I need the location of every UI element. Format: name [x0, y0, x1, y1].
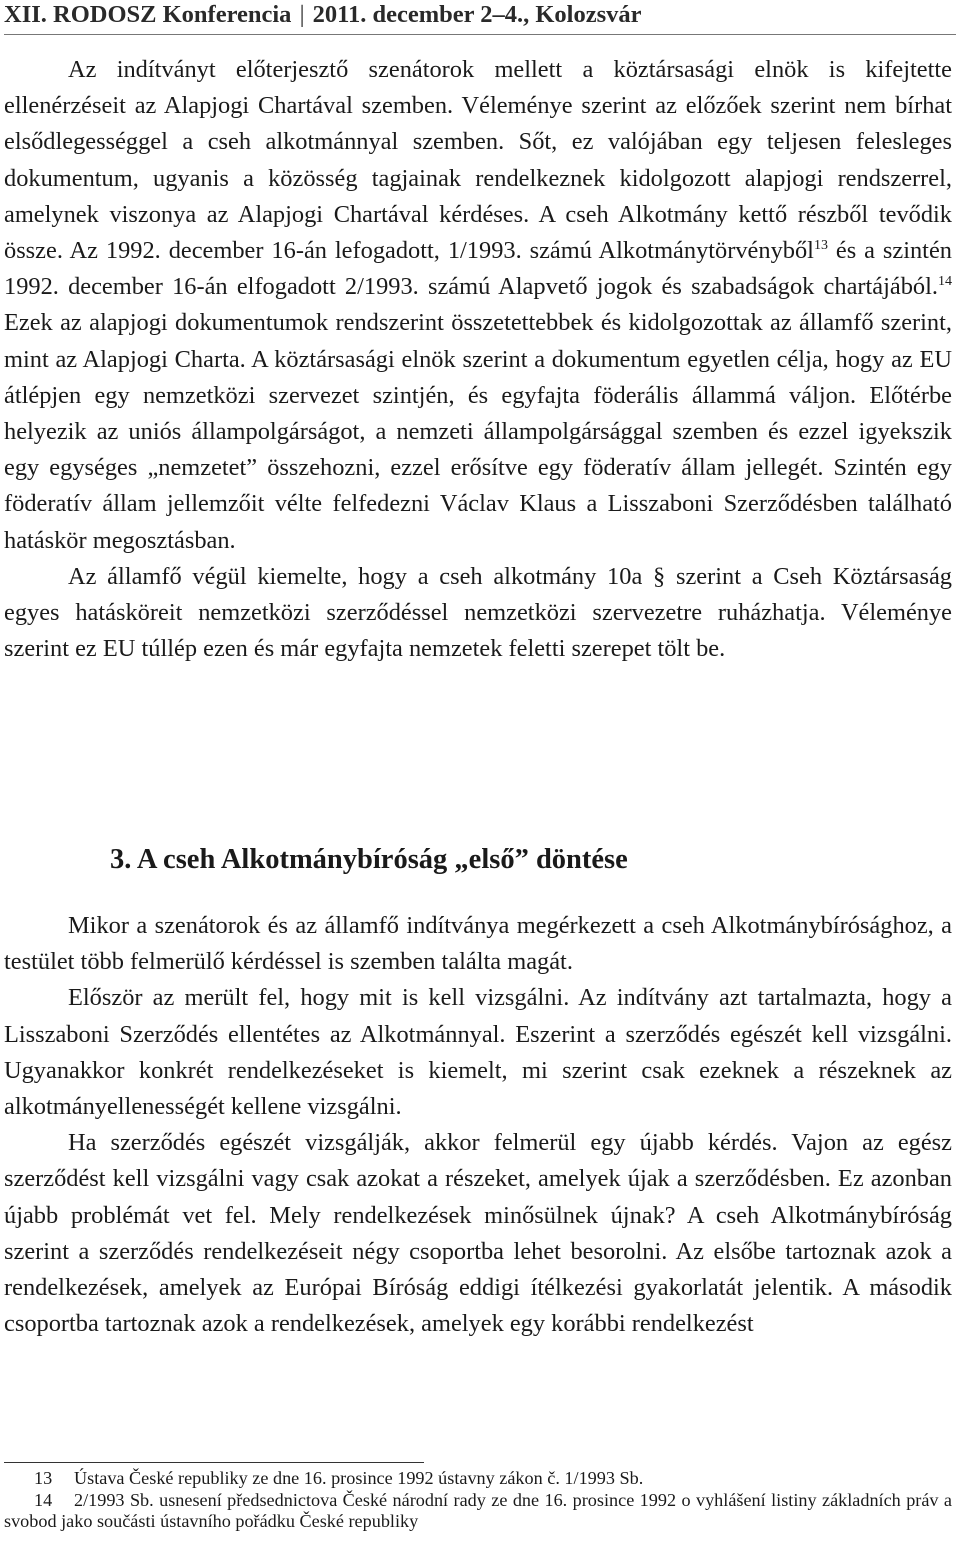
- footnote-divider: [4, 1462, 424, 1463]
- footnote-13: [4, 1468, 952, 1490]
- paragraph: Ha szerződés egészét vizsgálják, akkor felmerül egy újabb kérdés. Vajon az egész szerződést kell vizsgálni vagy csak azokat a részeket, amelyek újak a szerződésben. Ez azonban újabb problémát vet fel. Mely rendelkezések minősülnek újnak? A cseh Alkotmánybíróság szerint a szerződés rendelkezéseit négy csoportba lehet besorolni. Az elsőbe tartoznak azok a rendelkezések, amelyek az Európai Bíróság eddigi ítélkezési gyakorlatát jelentik. A második csoportba tartoznak azok a rendelkezések, amelyek egy korábbi rendelkezést: [4, 1129, 952, 1338]
- paragraph: [4, 52, 952, 559]
- paragraph: Az államfő végül kiemelte, hogy a cseh alkotmány 10a § szerint a Cseh Köztársaság egyes hatásköreit nemzetközi szerződéssel nemzetközi szervezetre ruházhatja. Véleménye szerint ez EU túllép ezen és már egyfajta nemzetek feletti szerepet tölt be.: [4, 562, 952, 663]
- paragraph-text: Ezek az alapjogi dokumentumok rendszerint összetettebbek és kidolgozottak az államfő szerint, mint az Alapjogi Charta. A köztársasági elnök szerint a dokumentum egyetlen célja, hogy az EU átlépjen egy nemzetközi szervezet szintjén, és egyfajta föderális állammá váljon. Előtérbe helyezik az uniós állampolgárságot, a nemzeti állampolgársággal szemben és ezzel igyekszik egy egységes „nemzetet” összehozni, ezzel erősítve egy föderatív állam jellegét. Szintén egy föderatív állam jellemzőit vélte felfedezni Václav Klaus a Lisszaboni Szerződésben található hatáskör megosztásban.: [4, 309, 952, 554]
- footnote-number: 14: [34, 1489, 53, 1510]
- header-date-place: 2011. december 2–4., Kolozsvár: [312, 1, 642, 28]
- header-separator: |: [299, 1, 305, 28]
- footnote-ref-13[interactable]: 13: [813, 237, 828, 253]
- running-header: [4, 0, 956, 35]
- paragraph: Először az merült fel, hogy mit is kell vizsgálni. Az indítvány azt tartalmazta, hogy a Lisszaboni Szerződés ellentétes az Alkotmánnyal. Eszerint a szerződés egészét kell vizsgálni. Ugyanakkor konkrét rendelkezéseket is kiemelt, mi szerint csak ezeknek a részeknek az alkotmányellenességét kellene vizsgálni.: [4, 984, 952, 1121]
- footnote-ref-14[interactable]: 14: [938, 274, 952, 290]
- body-text-section-2: [4, 908, 952, 1342]
- paragraph-text: és a szintén 1992. december 16-án elfogadott 2/1993. számú Alapvető jogok és szabadságok chartájából.: [4, 237, 952, 301]
- footnote-number: 13: [34, 1468, 53, 1488]
- footnote-14: [4, 1490, 952, 1533]
- body-text-section-1: [4, 52, 952, 667]
- header-conference: XII. RODOSZ Konferencia: [4, 1, 292, 28]
- paragraph-text: Az indítványt előterjesztő szenátorok mellett a köztársasági elnök is kifejtette ellenérzéseit az Alapjogi Chartával szemben. Véleménye szerint az előzőek szerint nem bírhat elsődlegességgel a cseh alkotmánnyal szemben. Sőt, ez valójában egy teljesen felesleges dokumentum, ugyanis a közösség tagjainak rendelkeznek kidolgozott alapjogi rendszerrel, amelynek viszonya az Alapjogi Chartával kérdéses. A cseh Alkotmány kettő részből tevődik össze. Az 1992. december 16-án lefogadott, 1/1993. számú Alkotmánytörvényből: [4, 56, 952, 265]
- footnote-text: Ústava České republiky ze dne 16. prosince 1992 ústavny zákon č. 1/1993 Sb.: [74, 1468, 644, 1488]
- paragraph: Mikor a szenátorok és az államfő indítványa megérkezett a cseh Alkotmánybírósághoz, a testület több felmerülő kérdéssel is szemben találta magát.: [4, 912, 952, 976]
- section-heading: 3. A cseh Alkotmánybíróság „első” döntése: [110, 844, 628, 875]
- footnote-text: 2/1993 Sb. usnesení předsednictova České národní rady ze dne 16. prosince 1992 o vyhlášení listiny základních práv a svobod jako součásti ústavního pořádku České republiky: [4, 1489, 952, 1531]
- footnotes: [4, 1468, 952, 1533]
